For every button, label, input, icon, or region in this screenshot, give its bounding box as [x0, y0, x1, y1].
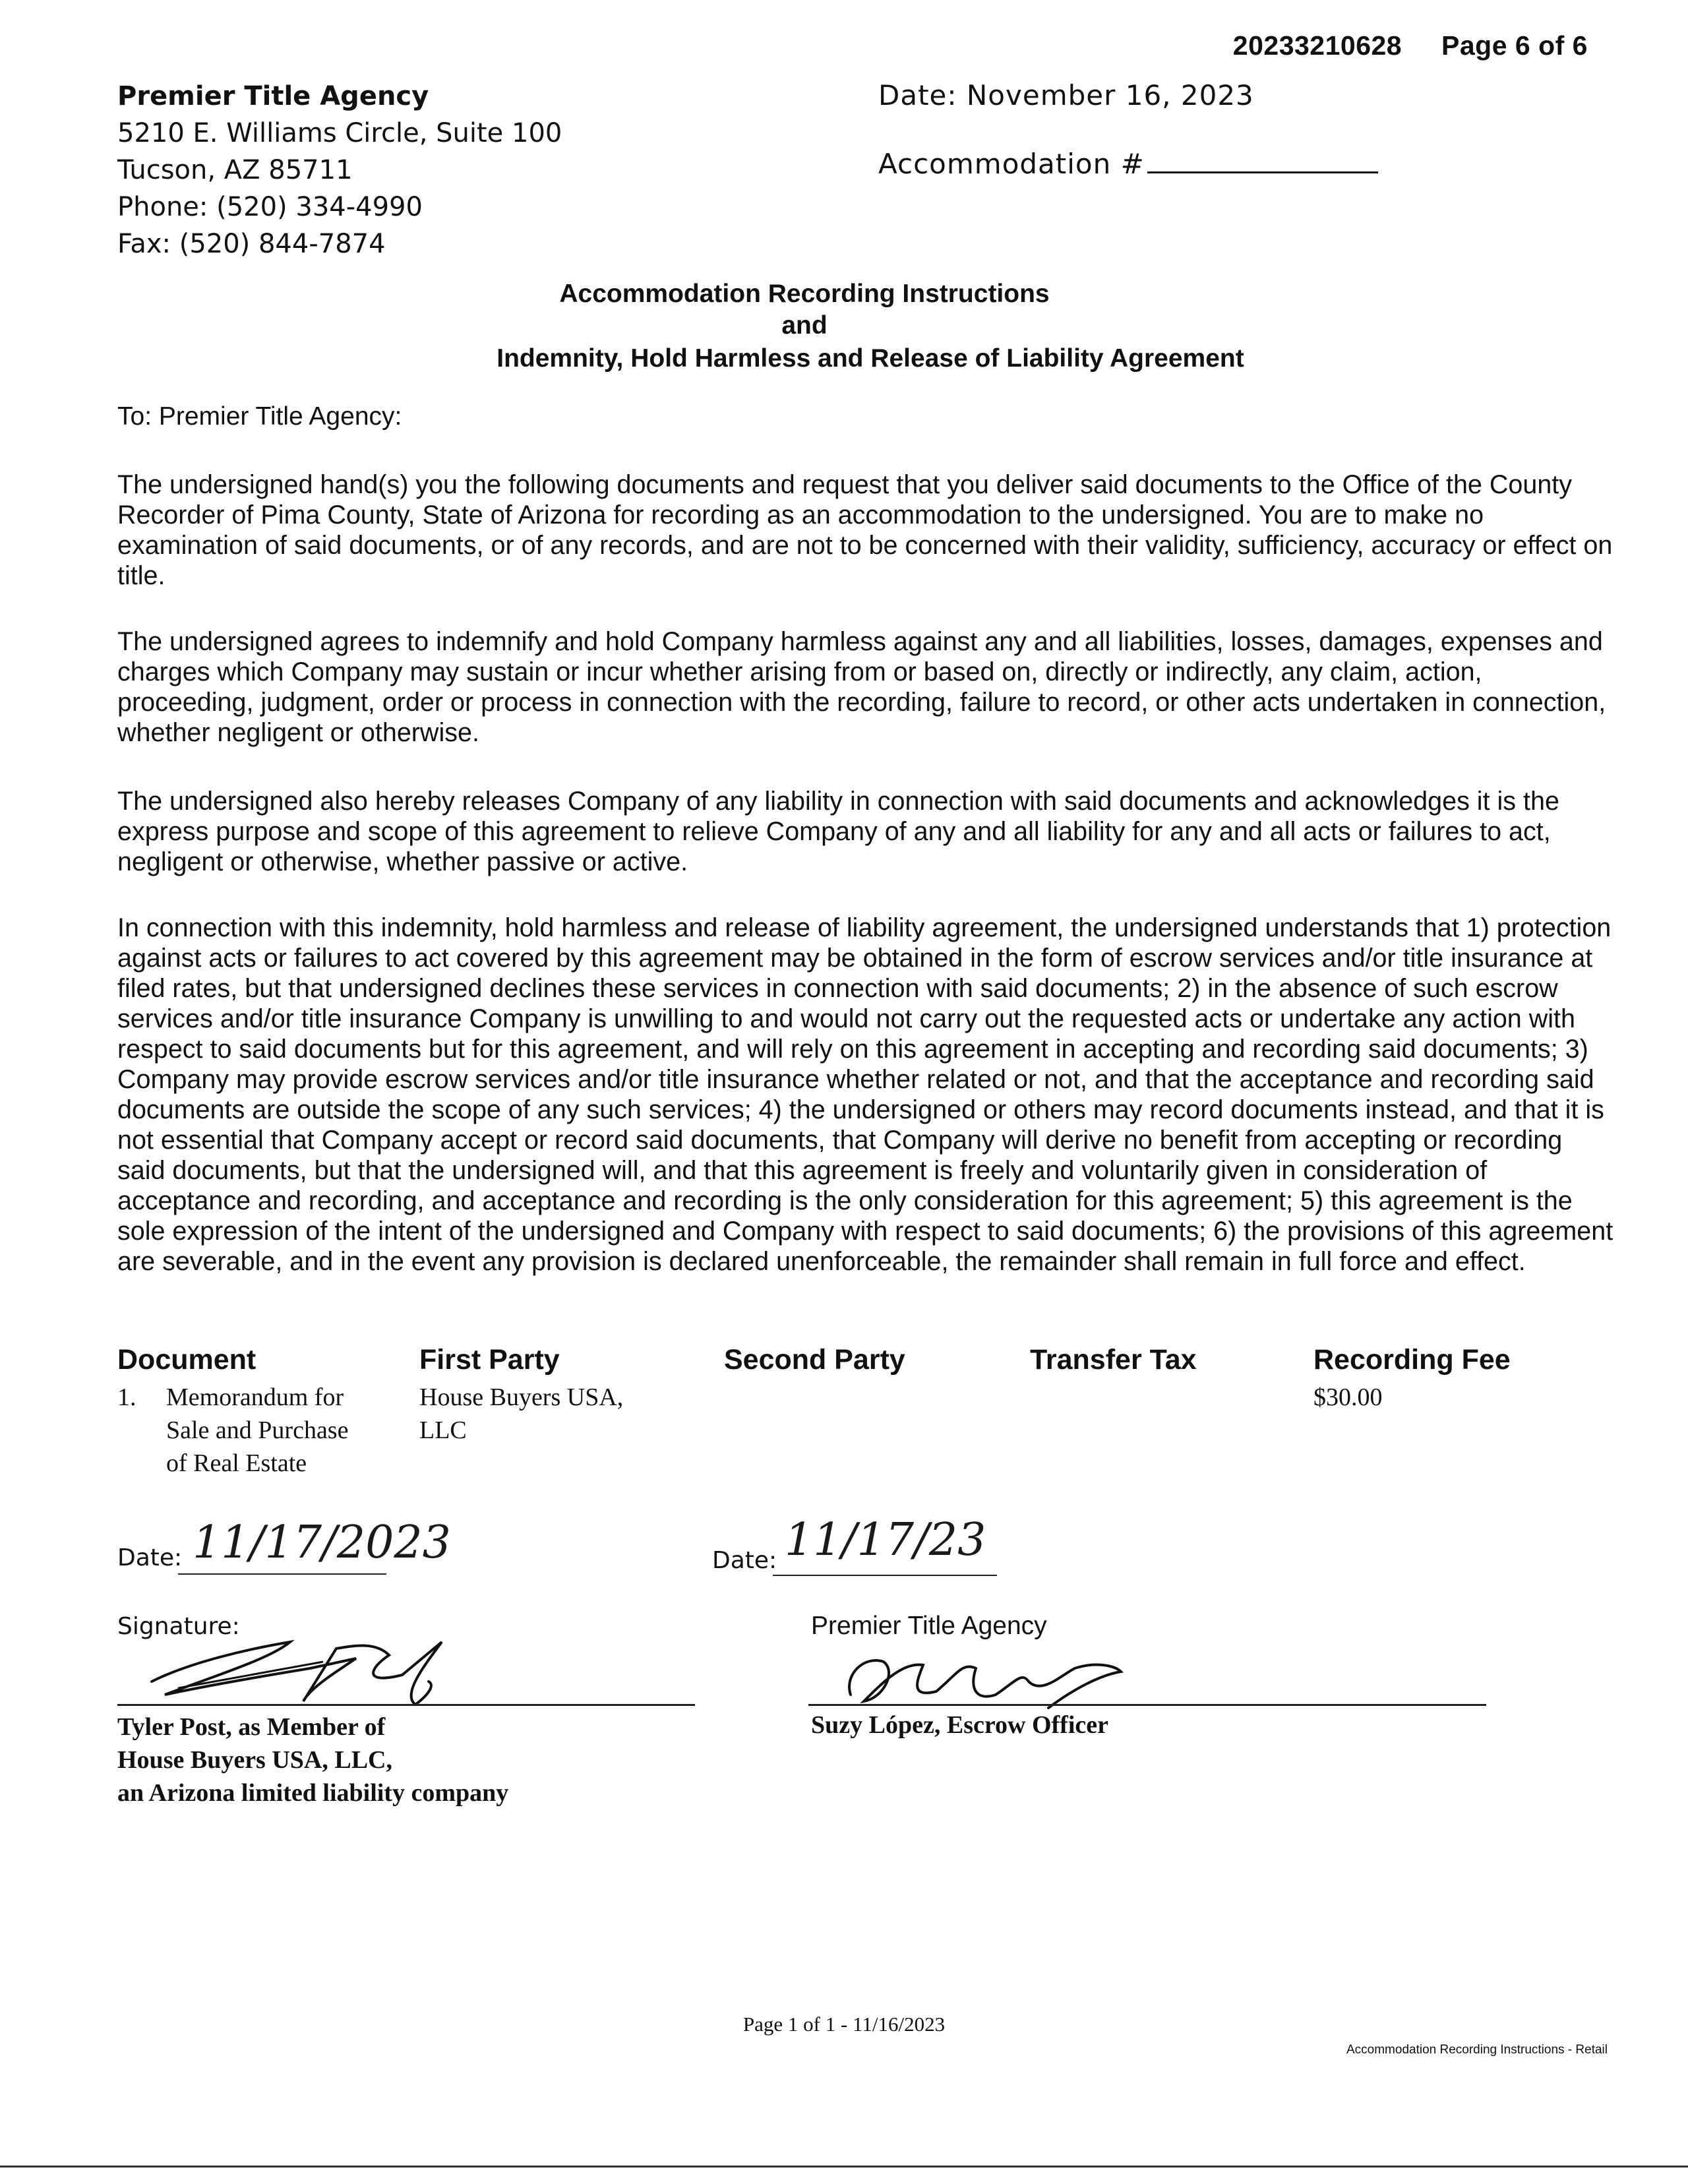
row-first-party-cell — [419, 1381, 670, 1447]
officer-date-field — [712, 1547, 777, 1574]
signer-date-field — [117, 1544, 182, 1571]
recording-number-header — [1233, 30, 1588, 61]
addressee-line: To: Premier Title Agency: — [117, 402, 402, 431]
document-line3: of Real Estate — [166, 1449, 307, 1477]
accommodation-number-label: Accommodation # — [878, 148, 1145, 180]
officer-signature-line — [808, 1704, 1486, 1706]
header-transfer-tax: Transfer Tax — [1030, 1344, 1197, 1376]
first-party-line1: House Buyers USA, — [419, 1383, 624, 1411]
title-line2: and — [781, 311, 828, 340]
signer-name-line1: Tyler Post, as Member of — [117, 1713, 386, 1741]
header-first-party: First Party — [419, 1344, 560, 1376]
paragraph-understanding: In connection with this indemnity, hold harmless and release of liability agreement, the undersigned understands that 1) protection against acts or failures to act covered by this agreement may be obtained in the form of escrow services and/or title insurance at filed rates, but that undersigned declines these services in connection with said documents; 2) in the absence of such escrow services and/or title insurance Company is unwilling to and would not carry out the requested acts or undertake any action with respect to said documents but for this agreement, and will rely on this agreement in accepting and recording said documents; 3) Company may provide escrow services and/or title insurance whether related or not, and that the acceptance and recording said documents are outside the scope of any such services; 4) the undersigned or others may record documents instead, and that it is not essential that Company accept or record said documents, that Company will derive no benefit from accepting or recording said documents, but that the undersigned will, and that this agreement is freely and voluntarily given in consideration of acceptance and recording, and acceptance and recording is the only consideration for this agreement; 5) this agreement is the sole expression of the intent of the undersigned and Company with respect to said documents; 6) the provisions of this agreement are severable, and in the event any provision is declared unenforceable, the remainder shall remain in full force and effect. — [117, 913, 1613, 1276]
officer-date-label: Date: — [712, 1547, 777, 1574]
page-indicator: Page 6 of 6 — [1441, 30, 1588, 61]
recording-number: 20233210628 — [1232, 30, 1402, 61]
row-recording-fee: $30.00 — [1313, 1383, 1383, 1411]
officer-handwritten-date: 11/17/23 — [785, 1514, 986, 1566]
agency-phone: Phone: (520) 334-4990 — [117, 192, 423, 222]
document-date: Date: November 16, 2023 — [878, 79, 1254, 111]
signer-name-line3: an Arizona limited liability company — [117, 1779, 509, 1807]
agency-address-block — [117, 78, 562, 262]
officer-signature-scribble — [824, 1635, 1141, 1721]
header-document: Document — [117, 1344, 256, 1376]
header-recording-fee: Recording Fee — [1313, 1344, 1511, 1376]
first-party-line2: LLC — [419, 1416, 467, 1444]
paragraph-indemnify: The undersigned agrees to indemnify and hold Company harmless against any and all liabilities, losses, damages, expenses and charges which Company may sustain or incur whether arising from or based on, directly or indirectly, any claim, action, proceeding, judgment, order or process in connection with the recording, failure to record, or other acts undertaken in connection, whether negligent or otherwise. — [117, 627, 1606, 747]
signer-handwritten-date: 11/17/2023 — [193, 1517, 451, 1569]
agency-address-line2: Tucson, AZ 85711 — [117, 155, 353, 185]
title-line3: Indemnity, Hold Harmless and Release of Liability Agreement — [497, 344, 1244, 373]
document-line1: Memorandum for — [166, 1383, 344, 1411]
signer-signature-line — [117, 1704, 695, 1706]
officer-date-rule — [773, 1575, 997, 1576]
signer-date-label: Date: — [117, 1544, 183, 1571]
footer-form-name: Accommodation Recording Instructions - Retail — [1346, 2043, 1608, 2057]
signer-block — [117, 1711, 508, 1809]
officer-name: Suzy López, Escrow Officer — [811, 1711, 1108, 1739]
paragraph-request: The undersigned hand(s) you the following documents and request that you deliver said documents to the Office of the County Recorder of Pima County, State of Arizona for recording as an accommodation to the undersigned. You are to make no examination of said documents, or of any records, and are not to be concerned with their validity, sufficiency, accuracy or effect on title. — [117, 470, 1613, 590]
accommodation-number-field — [878, 148, 1378, 180]
paragraph-release: The undersigned also hereby releases Company of any liability in connection with said documents and acknowledges it is the express purpose and scope of this agreement to relieve Company of any and all liability for any and all acts or failures to act, negligent or otherwise, whether passive or active. — [117, 787, 1559, 876]
agency-fax: Fax: (520) 844-7874 — [117, 229, 386, 259]
title-line1: Accommodation Recording Instructions — [559, 280, 1050, 308]
row-document-cell — [117, 1381, 394, 1480]
signature-label: Signature: — [117, 1613, 240, 1640]
bottom-rule — [0, 2166, 1688, 2168]
agency-name: Premier Title Agency — [117, 81, 429, 111]
signer-signature-scribble — [138, 1622, 481, 1714]
header-second-party: Second Party — [724, 1344, 905, 1376]
document-line2: Sale and Purchase — [166, 1416, 349, 1444]
footer-page-info: Page 1 of 1 - 11/16/2023 — [742, 2013, 946, 2036]
signer-date-rule — [178, 1573, 386, 1575]
agency-address-line1: 5210 E. Williams Circle, Suite 100 — [117, 118, 562, 148]
signer-name-line2: House Buyers USA, LLC, — [117, 1746, 392, 1774]
officer-company: Premier Title Agency — [811, 1612, 1047, 1640]
row-number: 1. — [117, 1383, 136, 1411]
accommodation-number-blank — [1147, 152, 1378, 173]
